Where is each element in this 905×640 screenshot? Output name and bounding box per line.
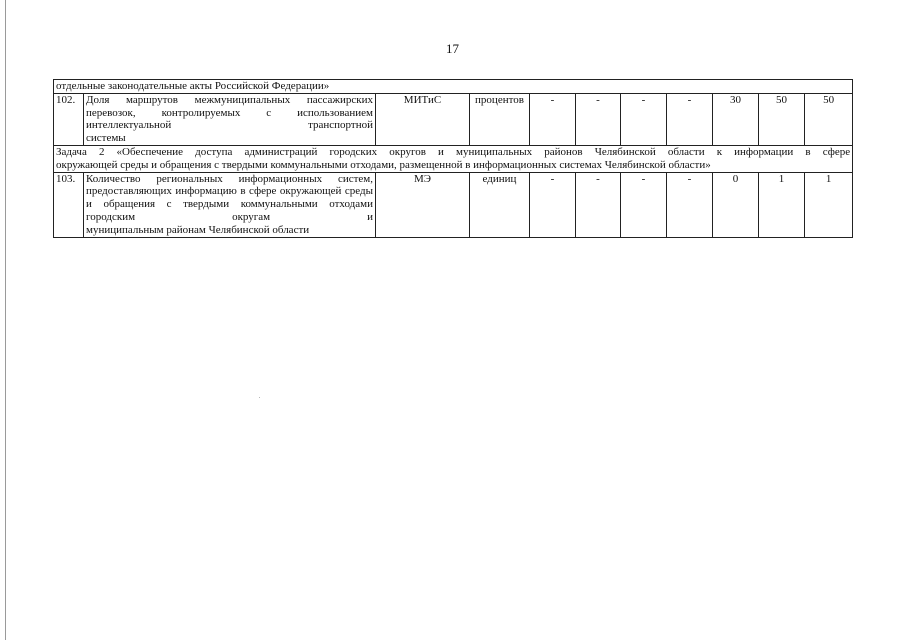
- indicator-line: системы: [86, 132, 126, 145]
- indicator-line: муниципальным районам Челябинской области: [86, 223, 310, 236]
- indicator-line: систем, предоставляющих информацию в сфере: [86, 172, 374, 198]
- task-2-row: [54, 145, 853, 172]
- row-number: 102.: [54, 93, 84, 145]
- continuation-row: [54, 80, 853, 94]
- indicator-line: пассажирских перевозок, контролируемых с: [86, 93, 373, 119]
- task-2-line: Задача 2 «Обеспечение доступа администраций городских округов и муниципальных районов Челябинской области к информации в сфере: [56, 145, 851, 158]
- value-cell: -: [667, 93, 713, 145]
- task-2-heading: [54, 145, 853, 172]
- value-cell: 0: [713, 172, 759, 237]
- value-cell: 30: [713, 93, 759, 145]
- value-cell: -: [576, 172, 621, 237]
- indicator-line: Доля маршрутов межмуниципальных: [86, 93, 291, 106]
- value-cell: 50: [759, 93, 805, 145]
- responsible-body: МИТиС: [376, 93, 470, 145]
- indicator-line: Количество региональных информационных: [86, 172, 323, 185]
- task-2-line: окружающей среды и обращения с твердыми коммунальными отходами, размещенной в информационных системах Челябинской области»: [56, 158, 711, 171]
- table-row-103: [54, 172, 853, 237]
- indicator-name: [84, 172, 376, 237]
- value-cell: -: [621, 93, 667, 145]
- indicator-line: окружающей среды и обращения с твердыми: [86, 185, 373, 211]
- row-number: 103.: [54, 172, 84, 237]
- page-number: 17: [446, 41, 459, 56]
- value-cell: -: [621, 172, 667, 237]
- value-cell: -: [576, 93, 621, 145]
- value-cell: -: [530, 172, 576, 237]
- indicator-name: [84, 93, 376, 145]
- value-cell: 50: [805, 93, 853, 145]
- unit-of-measure: единиц: [470, 172, 530, 237]
- value-cell: -: [667, 172, 713, 237]
- value-cell: 1: [805, 172, 853, 237]
- responsible-body: МЭ: [376, 172, 470, 237]
- indicator-line: коммунальными отходами городским округам и: [86, 198, 373, 223]
- table-row-102: [54, 93, 853, 145]
- page-left-border: [5, 0, 6, 640]
- indicators-table: [53, 79, 853, 238]
- value-cell: 1: [759, 172, 805, 237]
- value-cell: -: [530, 93, 576, 145]
- unit-of-measure: процентов: [470, 93, 530, 145]
- indicator-line: использованием интеллектуальной транспортной: [86, 106, 373, 132]
- continuation-text: отдельные законодательные акты Российской Федерации»: [54, 80, 853, 94]
- scan-speck: [259, 397, 260, 398]
